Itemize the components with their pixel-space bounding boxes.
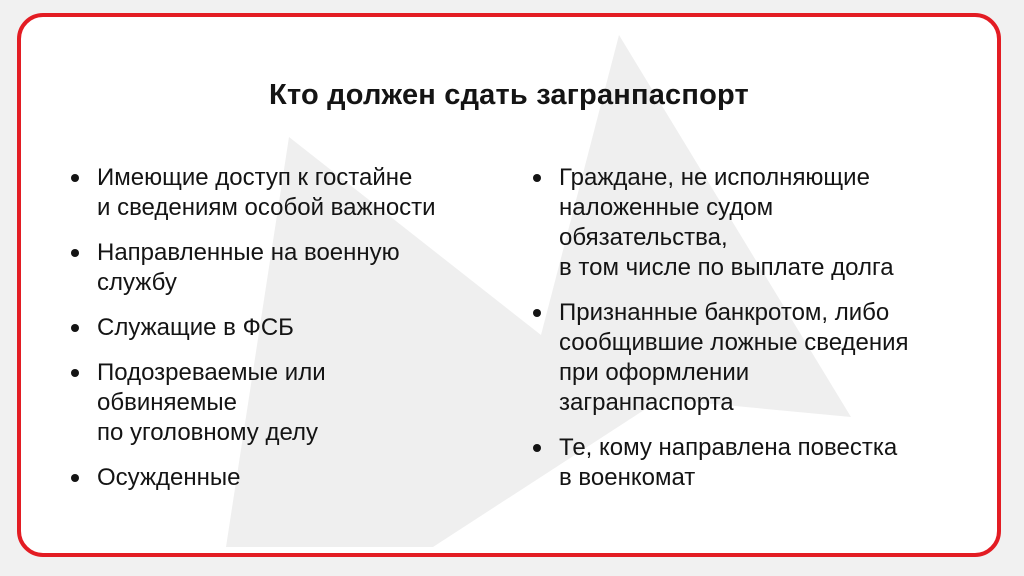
- item-line: наложенные судом: [559, 194, 774, 221]
- item-line: Направленные на военную: [97, 239, 400, 266]
- item-line: по уголовному делу: [97, 419, 319, 446]
- item-line: Подозреваемые или: [97, 359, 326, 386]
- item-line: в том числе по выплате долга: [559, 254, 894, 281]
- list-item: [67, 463, 507, 493]
- left-list: [67, 163, 507, 508]
- item-line: Признанные банкротом, либо: [559, 299, 890, 326]
- item-line: Граждане, не исполняющие: [559, 164, 870, 191]
- list-item: [529, 298, 979, 418]
- item-line: сообщившие ложные сведения: [559, 329, 909, 356]
- item-line: Имеющие доступ к гостайне: [97, 164, 413, 191]
- item-line: и сведениям особой важности: [97, 194, 436, 221]
- bullet-icon: [71, 369, 79, 377]
- bullet-icon: [533, 174, 541, 182]
- item-line: службу: [97, 269, 177, 296]
- list-item: [529, 433, 979, 493]
- item-line: Служащие в ФСБ: [97, 314, 294, 341]
- bullet-icon: [71, 324, 79, 332]
- page-title: Кто должен сдать загранпаспорт: [269, 79, 749, 111]
- item-line: при оформлении: [559, 359, 750, 386]
- bullet-icon: [71, 249, 79, 257]
- list-item: [67, 358, 507, 448]
- item-line: обязательства,: [559, 224, 728, 251]
- info-card: [17, 13, 1001, 557]
- right-list: [529, 163, 979, 508]
- bullet-icon: [533, 444, 541, 452]
- list-item: [67, 313, 507, 343]
- item-line: Осужденные: [97, 464, 241, 491]
- list-item: [67, 163, 507, 223]
- bullet-icon: [71, 474, 79, 482]
- item-line: в военкомат: [559, 464, 696, 491]
- bullet-icon: [533, 309, 541, 317]
- item-line: загранпаспорта: [559, 389, 734, 416]
- bullet-icon: [71, 174, 79, 182]
- item-line: обвиняемые: [97, 389, 237, 416]
- list-item: [529, 163, 979, 283]
- list-item: [67, 238, 507, 298]
- item-line: Те, кому направлена повестка: [559, 434, 898, 461]
